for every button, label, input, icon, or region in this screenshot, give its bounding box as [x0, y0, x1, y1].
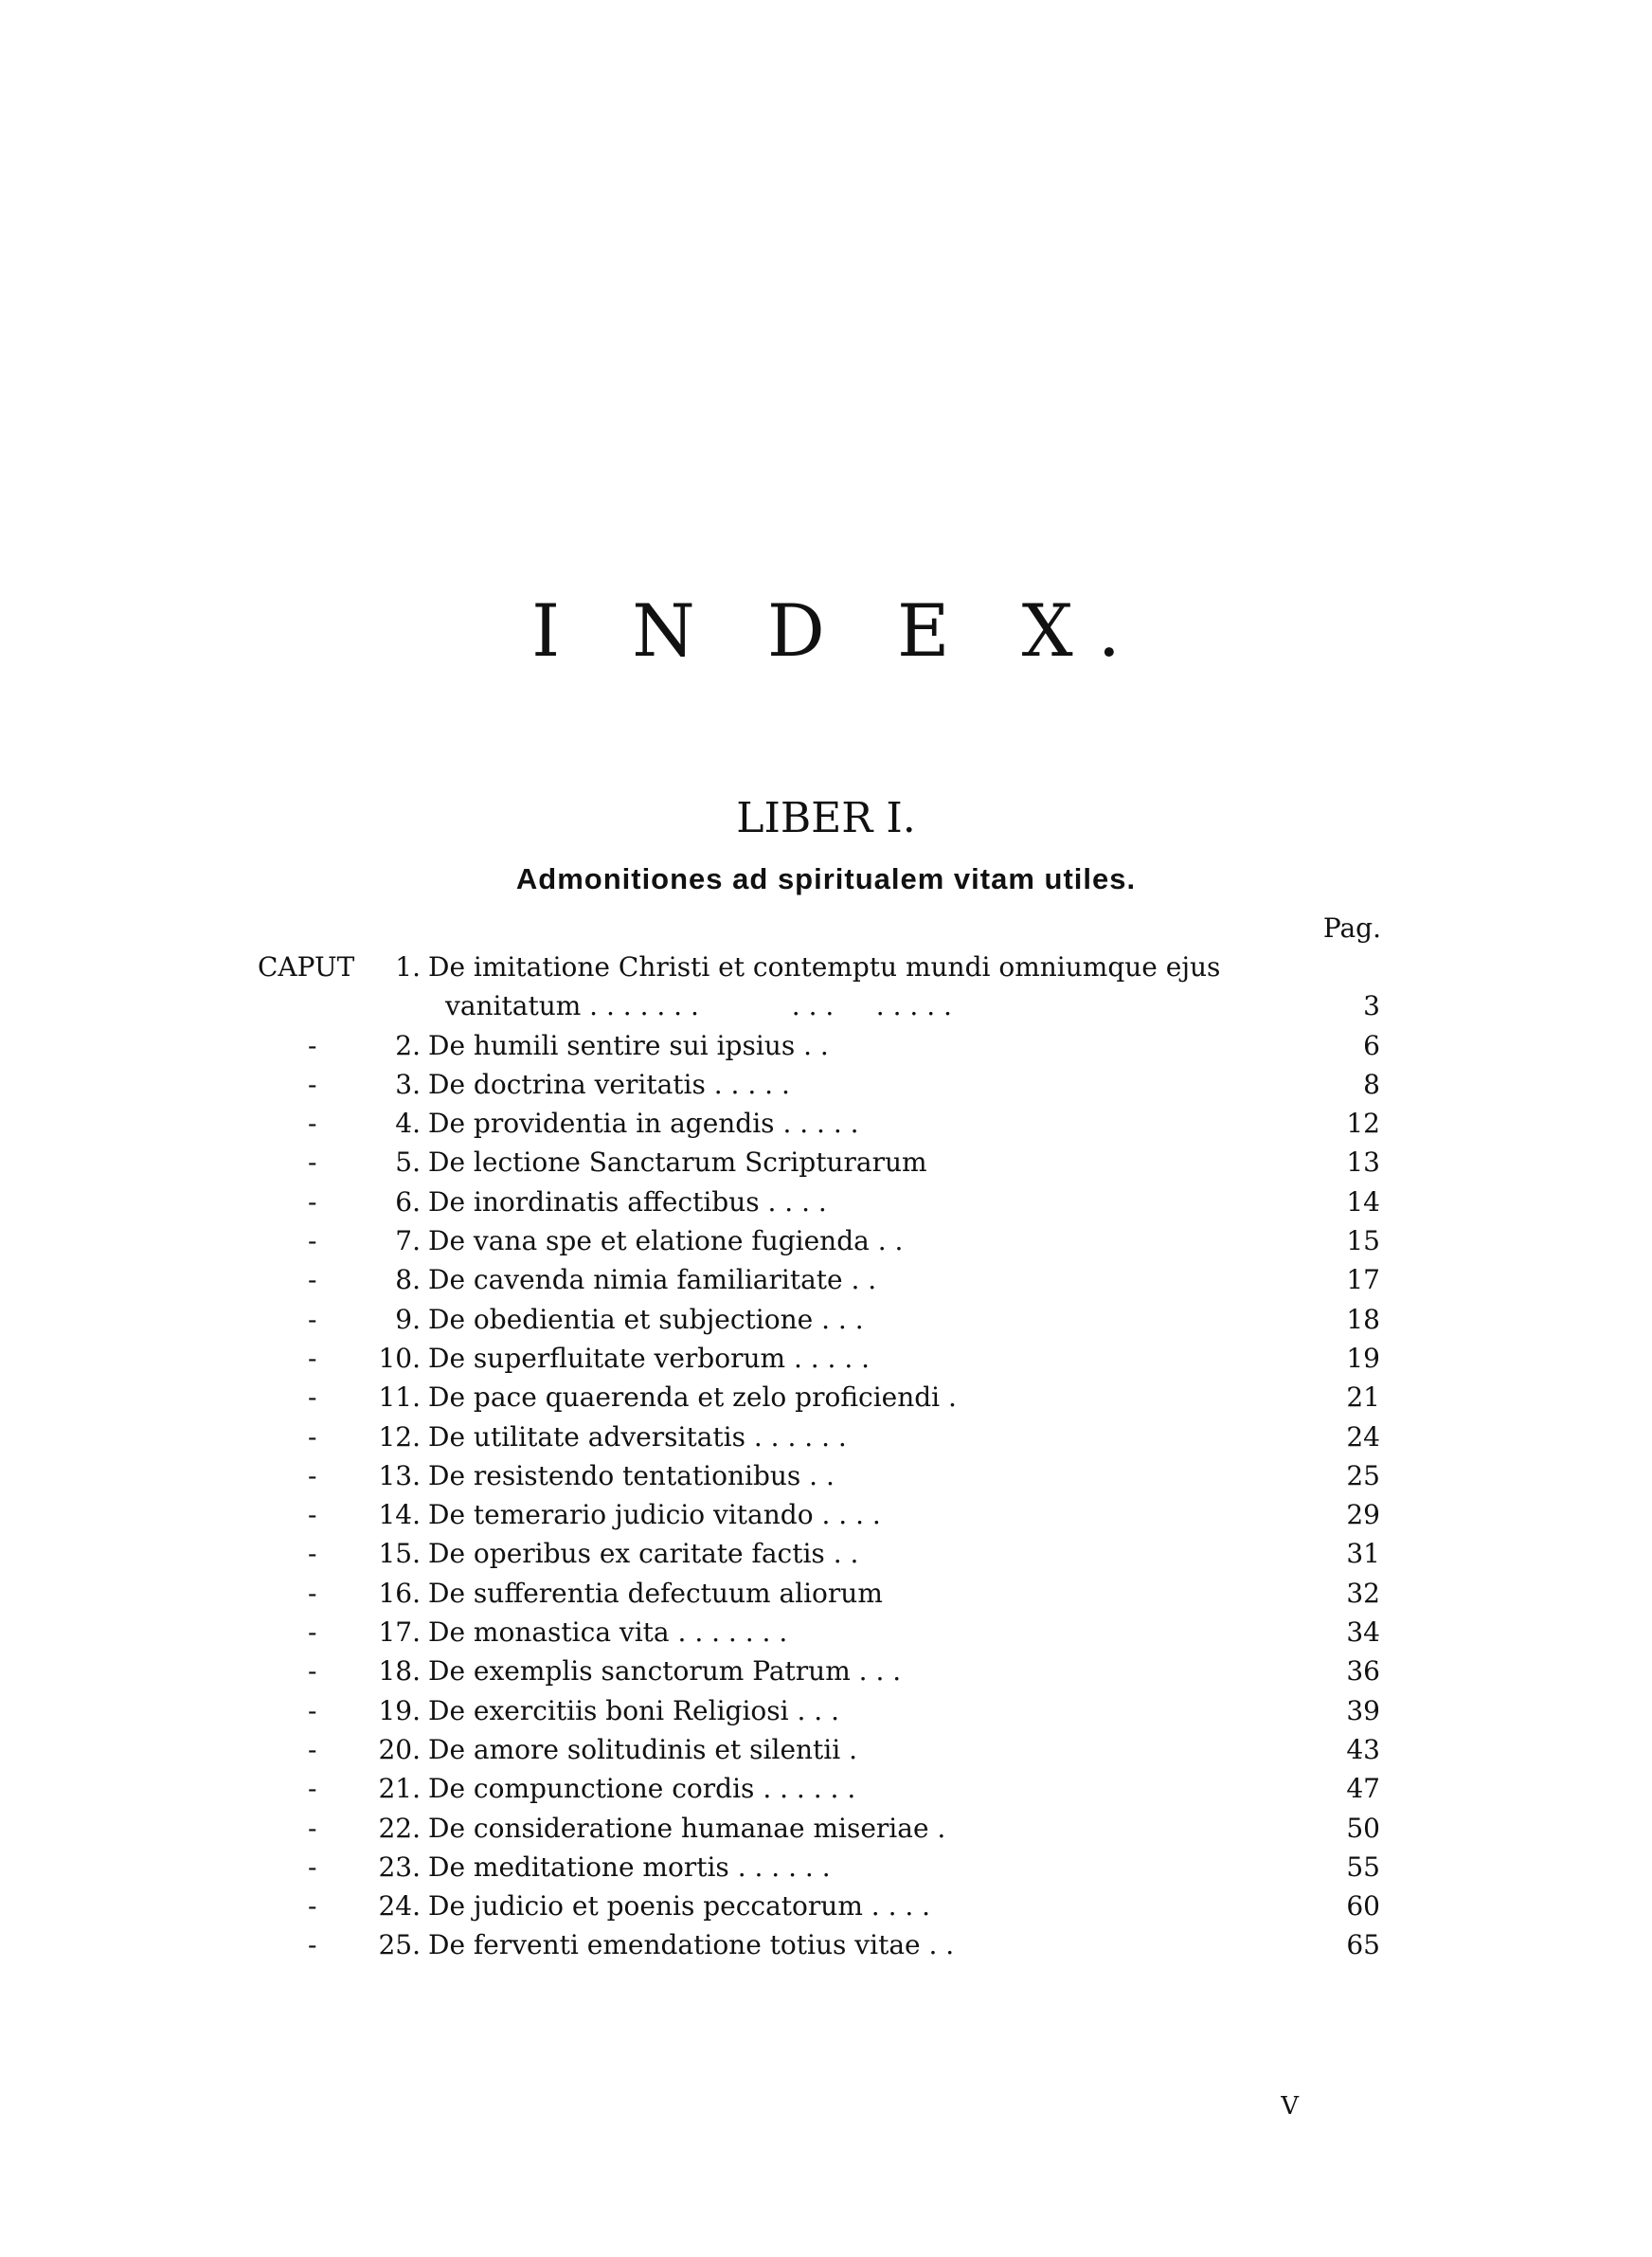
chapter-number: 12.: [378, 1420, 421, 1453]
ditto-dash: -: [308, 1147, 317, 1179]
toc-entry: [0, 1574, 1652, 1613]
page-number: 24: [1346, 1420, 1380, 1453]
ditto-dash: -: [308, 1459, 317, 1491]
toc-entry: [0, 1065, 1652, 1104]
page-number: 15: [1346, 1225, 1380, 1257]
toc-entry: [0, 1769, 1652, 1808]
chapter-number: 20.: [378, 1733, 421, 1765]
ditto-dash: -: [308, 1225, 317, 1257]
caput-label: CAPUT: [258, 951, 355, 983]
chapter-number: 19.: [378, 1694, 421, 1726]
toc-entry: [0, 1456, 1652, 1495]
ditto-dash: -: [308, 1773, 317, 1805]
page-number: 21: [1346, 1381, 1380, 1414]
page-number: 34: [1346, 1616, 1380, 1649]
ditto-dash: -: [308, 1303, 317, 1335]
page-column-label: Pag.: [1322, 912, 1381, 944]
toc-entry: [0, 1495, 1652, 1534]
ditto-dash: -: [308, 1420, 317, 1453]
chapter-title: De resistendo tentationibus . .: [428, 1459, 835, 1491]
chapter-title: De pace quaerenda et zelo proficiendi .: [428, 1381, 957, 1414]
chapter-title: De exemplis sanctorum Patrum . . .: [428, 1655, 902, 1688]
chapter-title: De judicio et poenis peccatorum . . . .: [428, 1890, 931, 1923]
page-number: 6: [1363, 1029, 1380, 1061]
toc-entry: [0, 1339, 1652, 1378]
toc-entry: [0, 1143, 1652, 1182]
toc-entry: [0, 1221, 1652, 1260]
toc-entry: [0, 1183, 1652, 1221]
toc-entry: [0, 1887, 1652, 1925]
chapter-number: 9.: [395, 1303, 421, 1335]
chapter-number: 10.: [378, 1342, 421, 1374]
chapter-number: 11.: [378, 1381, 421, 1414]
table-of-contents: [0, 948, 1652, 1965]
chapter-title: De cavenda nimia familiaritate . .: [428, 1264, 877, 1296]
page-number: 14: [1346, 1185, 1380, 1218]
toc-entry: [0, 948, 1652, 986]
chapter-number: 14.: [378, 1499, 421, 1531]
ditto-dash: -: [308, 1616, 317, 1649]
page-number: 65: [1346, 1929, 1380, 1961]
ditto-dash: -: [308, 1929, 317, 1961]
ditto-dash: -: [308, 1851, 317, 1883]
ditto-dash: -: [308, 1108, 317, 1140]
page-number: 25: [1346, 1459, 1380, 1491]
chapter-number: 21.: [378, 1773, 421, 1805]
page-number: 60: [1346, 1890, 1380, 1923]
page-number: 3: [1363, 990, 1380, 1022]
chapter-title: De meditatione mortis . . . . . .: [428, 1851, 831, 1883]
ditto-dash: -: [308, 1068, 317, 1100]
chapter-title: De amore solitudinis et silentii .: [428, 1733, 858, 1765]
chapter-number: 15.: [378, 1538, 421, 1570]
chapter-title: De imitatione Christi et contemptu mundi omniumque ejus: [428, 951, 1221, 983]
chapter-title: De monastica vita . . . . . . .: [428, 1616, 788, 1649]
page-number: 31: [1346, 1538, 1380, 1570]
folio-number: V: [1281, 2092, 1299, 2121]
toc-entry-continuation: [0, 986, 1652, 1025]
chapter-number: 22.: [378, 1812, 421, 1844]
liber-heading: LIBER I.: [736, 794, 916, 842]
ditto-dash: -: [308, 1733, 317, 1765]
chapter-number: 24.: [378, 1890, 421, 1923]
chapter-title: De sufferentia defectuum aliorum: [428, 1577, 883, 1609]
toc-entry: [0, 1417, 1652, 1456]
chapter-title: De compunctione cordis . . . . . .: [428, 1773, 856, 1805]
page-number: 12: [1346, 1108, 1380, 1140]
toc-entry: [0, 1848, 1652, 1887]
chapter-number: 5.: [395, 1147, 421, 1179]
page-number: 55: [1346, 1851, 1380, 1883]
chapter-title: De humili sentire sui ipsius . .: [428, 1029, 829, 1061]
page-number: 47: [1346, 1773, 1380, 1805]
ditto-dash: -: [308, 1342, 317, 1374]
chapter-number: 17.: [378, 1616, 421, 1649]
chapter-number: 6.: [395, 1185, 421, 1218]
chapter-number: 2.: [395, 1029, 421, 1061]
page-number: 17: [1346, 1264, 1380, 1296]
ditto-dash: -: [308, 1538, 317, 1570]
toc-entry: [0, 1534, 1652, 1573]
chapter-title: De vana spe et elatione fugienda . .: [428, 1225, 904, 1257]
chapter-number: 23.: [378, 1851, 421, 1883]
ditto-dash: -: [308, 1029, 317, 1061]
chapter-title-continuation: vanitatum . . . . . . . . . . . . . . .: [445, 990, 952, 1022]
page-number: 13: [1346, 1147, 1380, 1179]
toc-entry: [0, 1260, 1652, 1299]
page-number: 36: [1346, 1655, 1380, 1688]
chapter-number: 8.: [395, 1264, 421, 1296]
toc-entry: [0, 1378, 1652, 1417]
chapter-title: De temerario judicio vitando . . . .: [428, 1499, 881, 1531]
toc-entry: [0, 1613, 1652, 1652]
toc-entry: [0, 1026, 1652, 1065]
chapter-title: De doctrina veritatis . . . . .: [428, 1068, 790, 1100]
ditto-dash: -: [308, 1185, 317, 1218]
page-number: 29: [1346, 1499, 1380, 1531]
page-number: 43: [1346, 1733, 1380, 1765]
page-number: 18: [1346, 1303, 1380, 1335]
chapter-number: 16.: [378, 1577, 421, 1609]
chapter-title: De consideratione humanae miseriae .: [428, 1812, 946, 1844]
page-number: 39: [1346, 1694, 1380, 1726]
chapter-title: De providentia in agendis . . . . .: [428, 1108, 859, 1140]
chapter-title: De superfluitate verborum . . . . .: [428, 1342, 871, 1374]
toc-entry: [0, 1652, 1652, 1690]
toc-entry: [0, 1300, 1652, 1339]
page-number: 19: [1346, 1342, 1380, 1374]
chapter-title: De exercitiis boni Religiosi . . .: [428, 1694, 839, 1726]
toc-entry: [0, 1809, 1652, 1848]
page-number: 50: [1346, 1812, 1380, 1844]
chapter-number: 7.: [395, 1225, 421, 1257]
liber-subtitle: Admonitiones ad spiritualem vitam utiles.: [515, 862, 1137, 895]
chapter-title: De obedientia et subjectione . . .: [428, 1303, 864, 1335]
chapter-number: 3.: [395, 1068, 421, 1100]
toc-entry: [0, 1104, 1652, 1143]
chapter-title: De inordinatis affectibus . . . .: [428, 1185, 827, 1218]
toc-entry: [0, 1925, 1652, 1964]
ditto-dash: -: [308, 1812, 317, 1844]
chapter-title: De ferventi emendatione totius vitae . .: [428, 1929, 955, 1961]
chapter-number: 4.: [395, 1108, 421, 1140]
ditto-dash: -: [308, 1499, 317, 1531]
page-title: I N D E X.: [531, 588, 1145, 673]
chapter-number: 1.: [395, 951, 421, 983]
toc-entry: [0, 1691, 1652, 1730]
ditto-dash: -: [308, 1577, 317, 1609]
toc-entry: [0, 1730, 1652, 1769]
chapter-number: 25.: [378, 1929, 421, 1961]
ditto-dash: -: [308, 1655, 317, 1688]
ditto-dash: -: [308, 1264, 317, 1296]
ditto-dash: -: [308, 1890, 317, 1923]
chapter-number: 18.: [378, 1655, 421, 1688]
chapter-title: De lectione Sanctarum Scripturarum: [428, 1147, 927, 1179]
page-number: 32: [1346, 1577, 1380, 1609]
chapter-title: De utilitate adversitatis . . . . . .: [428, 1420, 847, 1453]
chapter-title: De operibus ex caritate factis . .: [428, 1538, 859, 1570]
ditto-dash: -: [308, 1381, 317, 1414]
page-number: 8: [1363, 1068, 1380, 1100]
ditto-dash: -: [308, 1694, 317, 1726]
chapter-number: 13.: [378, 1459, 421, 1491]
